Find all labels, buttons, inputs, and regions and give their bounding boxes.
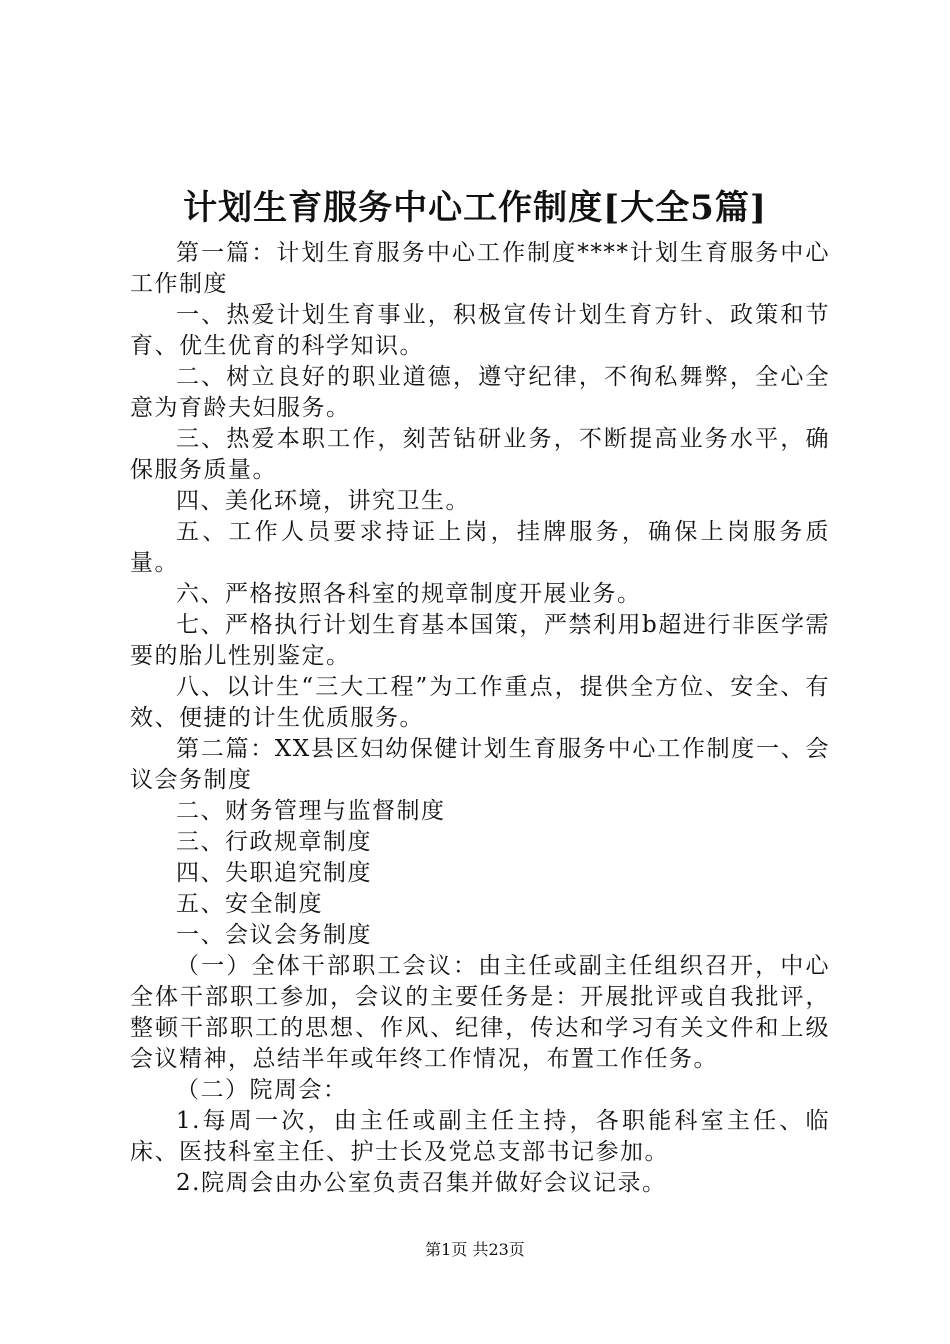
- paragraph-7: 六、严格按照各科室的规章制度开展业务。: [176, 581, 642, 607]
- document-title: 计划生育服务中心工作制度[大全5篇]: [183, 188, 767, 228]
- paragraph-8: 七、严格执行计划生育基本国策，严禁利用b超进行非医学需要的胎儿性别鉴定。: [130, 612, 830, 669]
- paragraph-10: 第二篇：XX县区妇幼保健计划生育服务中心工作制度一、会议会务制度: [130, 736, 830, 793]
- paragraph-18: 1.每周一次，由主任或副主任主持，各职能科室主任、临床、医技科室主任、护士长及党总支部书记参加。: [130, 1108, 830, 1165]
- paragraph-17: （二）院周会：: [176, 1077, 348, 1103]
- paragraph-5: 四、美化环境，讲究卫生。: [176, 488, 470, 514]
- paragraph-9: 八、以计生“三大工程”为工作重点，提供全方位、安全、有效、便捷的计生优质服务。: [130, 674, 830, 731]
- paragraph-6: 五、工作人员要求持证上岗，挂牌服务，确保上岗服务质量。: [130, 519, 830, 576]
- paragraph-13: 四、失职追究制度: [176, 860, 372, 886]
- paragraph-19: 2.院周会由办公室负责召集并做好会议记录。: [176, 1170, 667, 1196]
- paragraph-14: 五、安全制度: [176, 891, 323, 917]
- paragraph-16: （一）全体干部职工会议：由主任或副主任组织召开，中心全体干部职工参加，会议的主要任务是：开展批评或自我批评，整顿干部职工的思想、作风、纪律，传达和学习有关文件和上级会议精神，总结半年或年终工作情况，布置工作任务。: [130, 953, 830, 1072]
- page-footer: 第1页 共23页: [425, 1240, 525, 1259]
- paragraph-2: 一、热爱计划生育事业，积极宣传计划生育方针、政策和节育、优生优育的科学知识。: [130, 302, 830, 359]
- paragraph-12: 三、行政规章制度: [176, 829, 372, 855]
- paragraph-15: 一、会议会务制度: [176, 922, 372, 948]
- paragraph-4: 三、热爱本职工作，刻苦钻研业务，不断提高业务水平，确保服务质量。: [130, 426, 830, 483]
- document-body: [130, 238, 830, 1199]
- paragraph-1: 第一篇：计划生育服务中心工作制度****计划生育服务中心工作制度: [130, 240, 830, 297]
- paragraph-11: 二、财务管理与监督制度: [176, 798, 446, 824]
- paragraph-3: 二、树立良好的职业道德，遵守纪律，不徇私舞弊，全心全意为育龄夫妇服务。: [130, 364, 830, 421]
